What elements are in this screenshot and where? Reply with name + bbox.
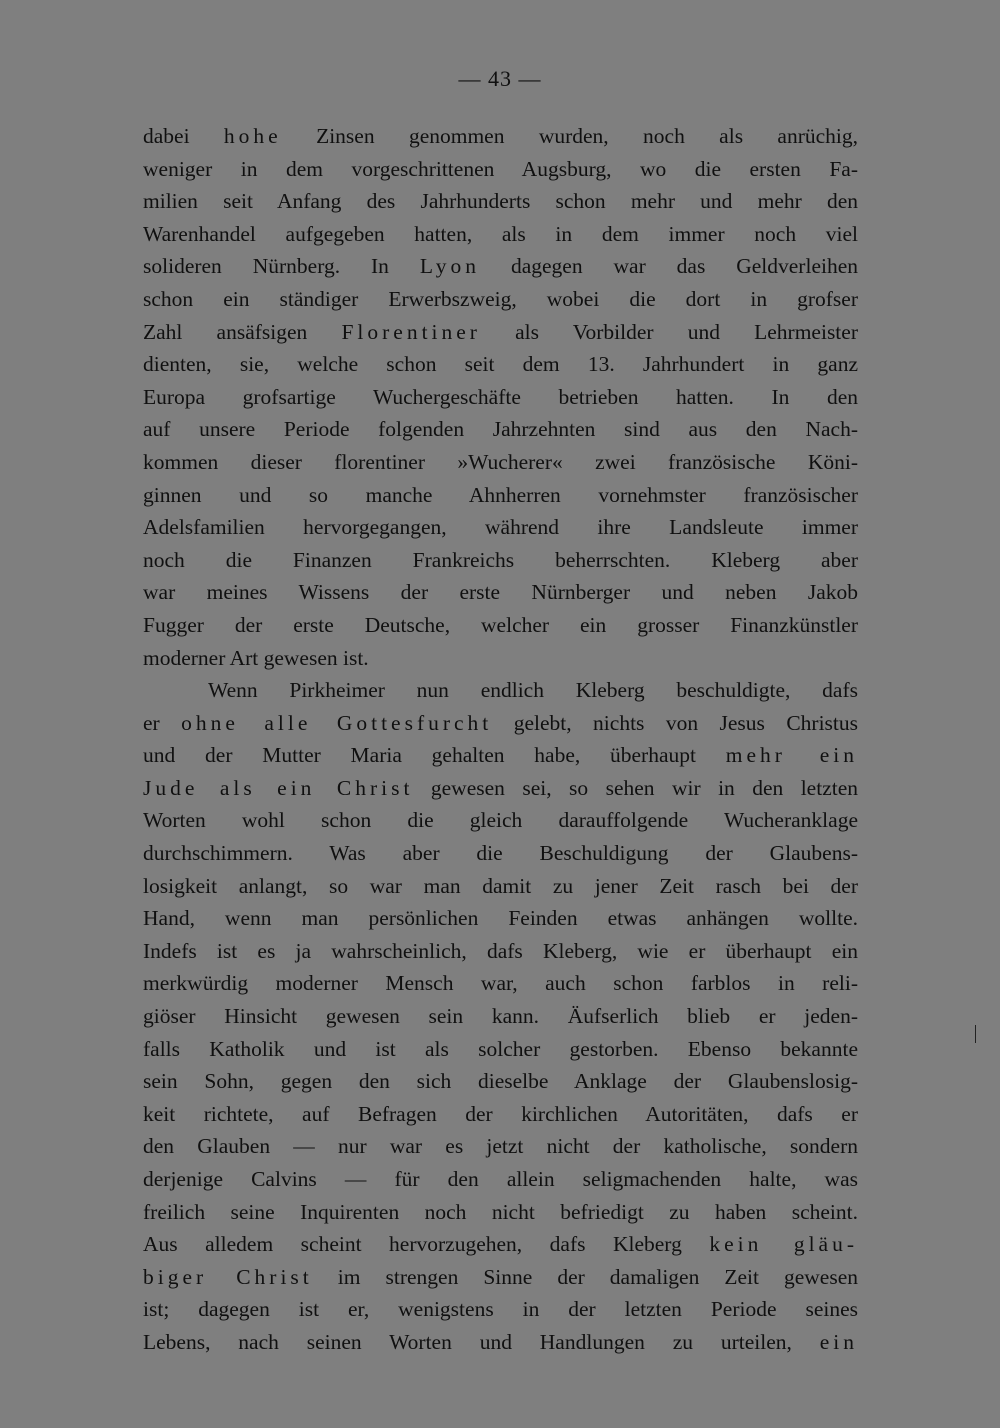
text-run: schon ein ständiger Erwerbszweig, wobei die dort in grofser bbox=[143, 286, 858, 311]
text-run: Indefs ist es ja wahrscheinlich, dafs Kleberg, wie er überhaupt ein bbox=[143, 938, 858, 963]
spaced-emphasis-text: hohe bbox=[223, 124, 282, 148]
text-run: Hand, wenn man persönlichen Feinden etwas anhängen wollte. bbox=[143, 906, 858, 931]
text-run: war meines Wissens der erste Nürnberger und neben Jakob bbox=[143, 580, 858, 605]
text-line bbox=[143, 739, 858, 772]
text-run: solideren Nürnberg. In bbox=[143, 254, 420, 279]
text-run: Lebens, nach seinen Worten und Handlungen zu urteilen, bbox=[143, 1329, 820, 1354]
text-line bbox=[143, 902, 858, 935]
text-run: giöser Hinsicht gewesen sein kann. Äufserlich blieb er jeden- bbox=[143, 1004, 858, 1029]
margin-mark bbox=[975, 1025, 976, 1043]
text-line bbox=[143, 479, 858, 512]
text-line bbox=[143, 544, 858, 577]
text-line bbox=[143, 935, 858, 968]
page-number: — 43 — bbox=[458, 66, 542, 91]
text-line bbox=[143, 1261, 858, 1294]
text-run: kommen dieser florentiner »Wucherer« zwei französische Köni- bbox=[143, 449, 858, 474]
text-line bbox=[143, 642, 858, 675]
text-line bbox=[143, 120, 858, 153]
text-run: gelebt, nichts von Jesus Christus bbox=[492, 710, 859, 735]
text-run: sein Sohn, gegen den sich dieselbe Anklage der Glaubenslosig- bbox=[143, 1069, 858, 1094]
text-line bbox=[143, 1065, 858, 1098]
text-line bbox=[143, 185, 858, 218]
text-line bbox=[143, 674, 858, 707]
text-line bbox=[143, 967, 858, 1000]
text-run: Worten wohl schon die gleich darauffolgende Wucheranklage bbox=[143, 808, 858, 833]
text-run: den Glauben — nur war es jetzt nicht der katholische, sondern bbox=[143, 1134, 858, 1159]
spaced-emphasis-text: mehr ein bbox=[725, 743, 858, 768]
text-line bbox=[143, 446, 858, 479]
text-run: Zinsen genommen wurden, noch als anrüchig, bbox=[281, 124, 859, 148]
spaced-emphasis-text: Jude als ein Christ bbox=[143, 775, 414, 800]
text-line bbox=[143, 609, 858, 642]
text-line bbox=[143, 1130, 858, 1163]
text-line bbox=[143, 1196, 858, 1229]
text-run: Aus alledem scheint hervorzugehen, dafs Kleberg bbox=[143, 1232, 710, 1257]
text-line bbox=[143, 870, 858, 903]
text-run: milien seit Anfang des Jahrhunderts schon mehr und mehr den bbox=[143, 189, 858, 214]
text-run: falls Katholik und ist als solcher gestorben. Ebenso bekannte bbox=[143, 1036, 858, 1061]
text-run: Wenn Pirkheimer nun endlich Kleberg beschuldigte, dafs bbox=[208, 678, 858, 703]
text-line bbox=[143, 1228, 858, 1261]
text-line bbox=[143, 153, 858, 186]
text-run: freilich seine Inquirenten noch nicht befriedigt zu haben scheint. bbox=[143, 1199, 858, 1224]
spaced-emphasis-text: biger Christ bbox=[143, 1264, 313, 1289]
text-run: gewesen sei, so sehen wir in den letzten bbox=[413, 775, 858, 800]
body-text bbox=[143, 120, 858, 1359]
text-run: er bbox=[143, 710, 182, 735]
text-run: ist; dagegen ist er, wenigstens in der letzten Periode seines bbox=[143, 1297, 858, 1322]
text-run: auf unsere Periode folgenden Jahrzehnten sind aus den Nach- bbox=[143, 417, 858, 442]
spaced-emphasis-text: Lyon bbox=[419, 254, 481, 279]
text-run: noch die Finanzen Frankreichs beherrschten. Kleberg aber bbox=[143, 547, 858, 572]
text-line bbox=[143, 316, 858, 349]
text-run: durchschimmern. Was aber die Beschuldigung der Glaubens- bbox=[143, 841, 858, 866]
text-line bbox=[143, 1098, 858, 1131]
spaced-emphasis-text: kein gläu- bbox=[709, 1232, 858, 1257]
text-run: keit richtete, auf Befragen der kirchlichen Autoritäten, dafs er bbox=[143, 1101, 858, 1126]
text-line bbox=[143, 1000, 858, 1033]
text-run: dabei bbox=[143, 124, 224, 148]
text-run: dienten, sie, welche schon seit dem 13. Jahrhundert in ganz bbox=[143, 352, 858, 377]
text-run: weniger in dem vorgeschrittenen Augsburg, wo die ersten Fa- bbox=[143, 156, 858, 181]
spaced-emphasis-text: ein bbox=[819, 1329, 858, 1354]
text-line bbox=[143, 837, 858, 870]
text-run: moderner Art gewesen ist. bbox=[143, 645, 369, 670]
text-line bbox=[143, 218, 858, 251]
text-line bbox=[143, 413, 858, 446]
text-run: derjenige Calvins — für den allein seligmachenden halte, was bbox=[143, 1167, 858, 1191]
text-run: als Vorbilder und Lehrmeister bbox=[480, 319, 858, 344]
text-line bbox=[143, 348, 858, 381]
text-run: ginnen und so manche Ahnherren vornehmster französischer bbox=[143, 482, 858, 507]
text-line bbox=[143, 1033, 858, 1066]
spaced-emphasis-text: Florentiner bbox=[341, 319, 481, 344]
text-run: und der Mutter Maria gehalten habe, überhaupt bbox=[143, 743, 726, 768]
text-run: Zahl ansäfsigen bbox=[143, 319, 342, 344]
text-line bbox=[143, 707, 858, 740]
text-run: merkwürdig moderner Mensch war, auch schon farblos in reli- bbox=[143, 971, 858, 996]
text-line bbox=[143, 1163, 858, 1196]
text-line bbox=[143, 283, 858, 316]
text-run: dagegen war das Geldverleihen bbox=[480, 254, 859, 279]
text-line bbox=[143, 772, 858, 805]
text-line bbox=[143, 804, 858, 837]
text-line bbox=[143, 511, 858, 544]
spaced-emphasis-text: ohne alle Gottesfurcht bbox=[181, 710, 493, 735]
text-run: Warenhandel aufgegeben hatten, als in dem immer noch viel bbox=[143, 221, 858, 246]
text-run: Fugger der erste Deutsche, welcher ein grosser Finanzkünstler bbox=[143, 612, 858, 637]
text-run: im strengen Sinne der damaligen Zeit gewesen bbox=[312, 1264, 858, 1289]
text-run: Europa grofsartige Wuchergeschäfte betrieben hatten. In den bbox=[143, 384, 858, 409]
text-run: Adelsfamilien hervorgegangen, während ihre Landsleute immer bbox=[143, 515, 858, 540]
text-line bbox=[143, 1293, 858, 1326]
text-line bbox=[143, 250, 858, 283]
text-line bbox=[143, 1326, 858, 1359]
text-line bbox=[143, 576, 858, 609]
text-line bbox=[143, 381, 858, 414]
text-run: losigkeit anlangt, so war man damit zu jener Zeit rasch bei der bbox=[143, 873, 858, 898]
